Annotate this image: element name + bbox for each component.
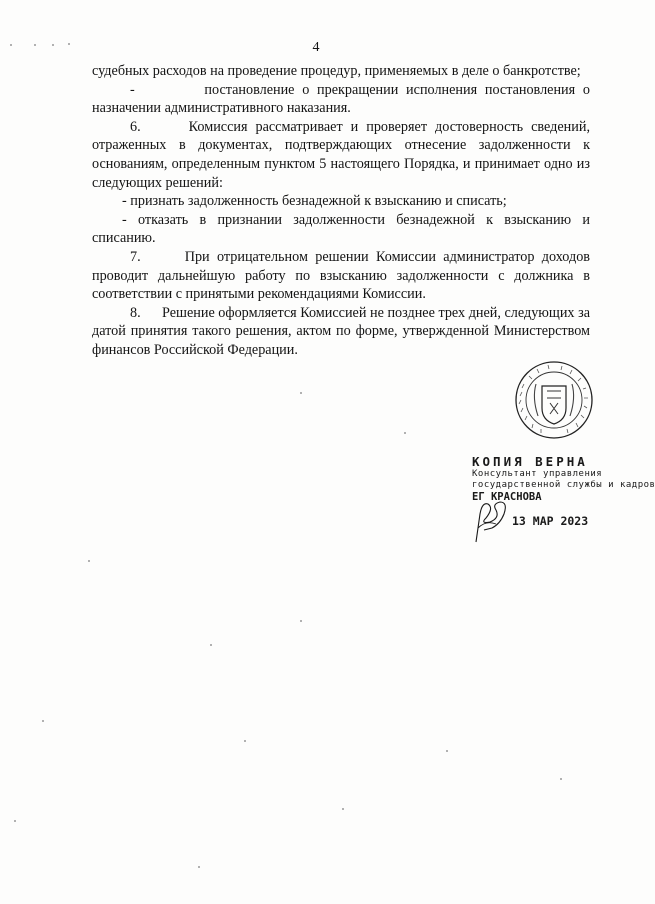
certifier-position-line1: Консультант управления: [472, 469, 603, 479]
certifier-name: ЕГ КРАСНОВА: [472, 491, 542, 503]
certification-stamp: [456, 358, 655, 548]
scan-speck: [560, 778, 562, 780]
copy-certified-label: КОПИЯ ВЕРНА: [472, 454, 588, 469]
clause-6: 6. Комиссия рассматривает и проверяет достоверность сведений, отраженных в документах, подтверждающих отнесение задолженности к основаниям, определенным пунктом 5 настоящего Порядка, и принимает одно из следующих решений:: [92, 118, 590, 191]
scan-speck: [52, 44, 54, 46]
list-item-resolution: - постановление о прекращении исполнения постановления о назначении административного наказания.: [92, 81, 590, 117]
scan-speck: [10, 44, 12, 46]
scan-speck: [244, 740, 246, 742]
option-refuse: - отказать в признании задолженности безнадежной к взысканию и списанию.: [92, 211, 590, 247]
scan-speck: [446, 750, 448, 752]
scan-speck: [210, 644, 212, 646]
scan-speck: [14, 820, 16, 822]
scan-speck: [34, 44, 36, 46]
scan-speck: [42, 720, 44, 722]
handwritten-signature-icon: [456, 484, 516, 544]
coat-of-arms-seal-icon: [486, 358, 596, 448]
scan-speck: [88, 560, 90, 562]
document-body: [92, 62, 590, 360]
scan-speck: [198, 866, 200, 868]
paragraph-continuation: судебных расходов на проведение процедур, применяемых в деле о банкротстве;: [92, 63, 581, 79]
certification-date: 13 МАР 2023: [512, 514, 589, 528]
certifier-position-line2: государственной службы и кадров: [472, 480, 655, 490]
scan-speck: [300, 620, 302, 622]
option-write-off: - признать задолженность безнадежной к взысканию и списать;: [122, 193, 507, 210]
scan-speck: [404, 432, 406, 434]
scan-speck: [68, 43, 70, 45]
scan-speck: [342, 808, 344, 810]
page-number: 4: [312, 40, 320, 55]
clause-7: 7. При отрицательном решении Комиссии администратор доходов проводит дальнейшую работу по взысканию задолженности с должника в соответствии с принятыми рекомендациями Комиссии.: [92, 248, 590, 303]
scan-speck: [300, 392, 302, 394]
clause-8: 8. Решение оформляется Комиссией не позднее трех дней, следующих за датой принятия такого решения, актом по форме, утвержденной Министерством финансов Российской Федерации.: [92, 304, 590, 358]
